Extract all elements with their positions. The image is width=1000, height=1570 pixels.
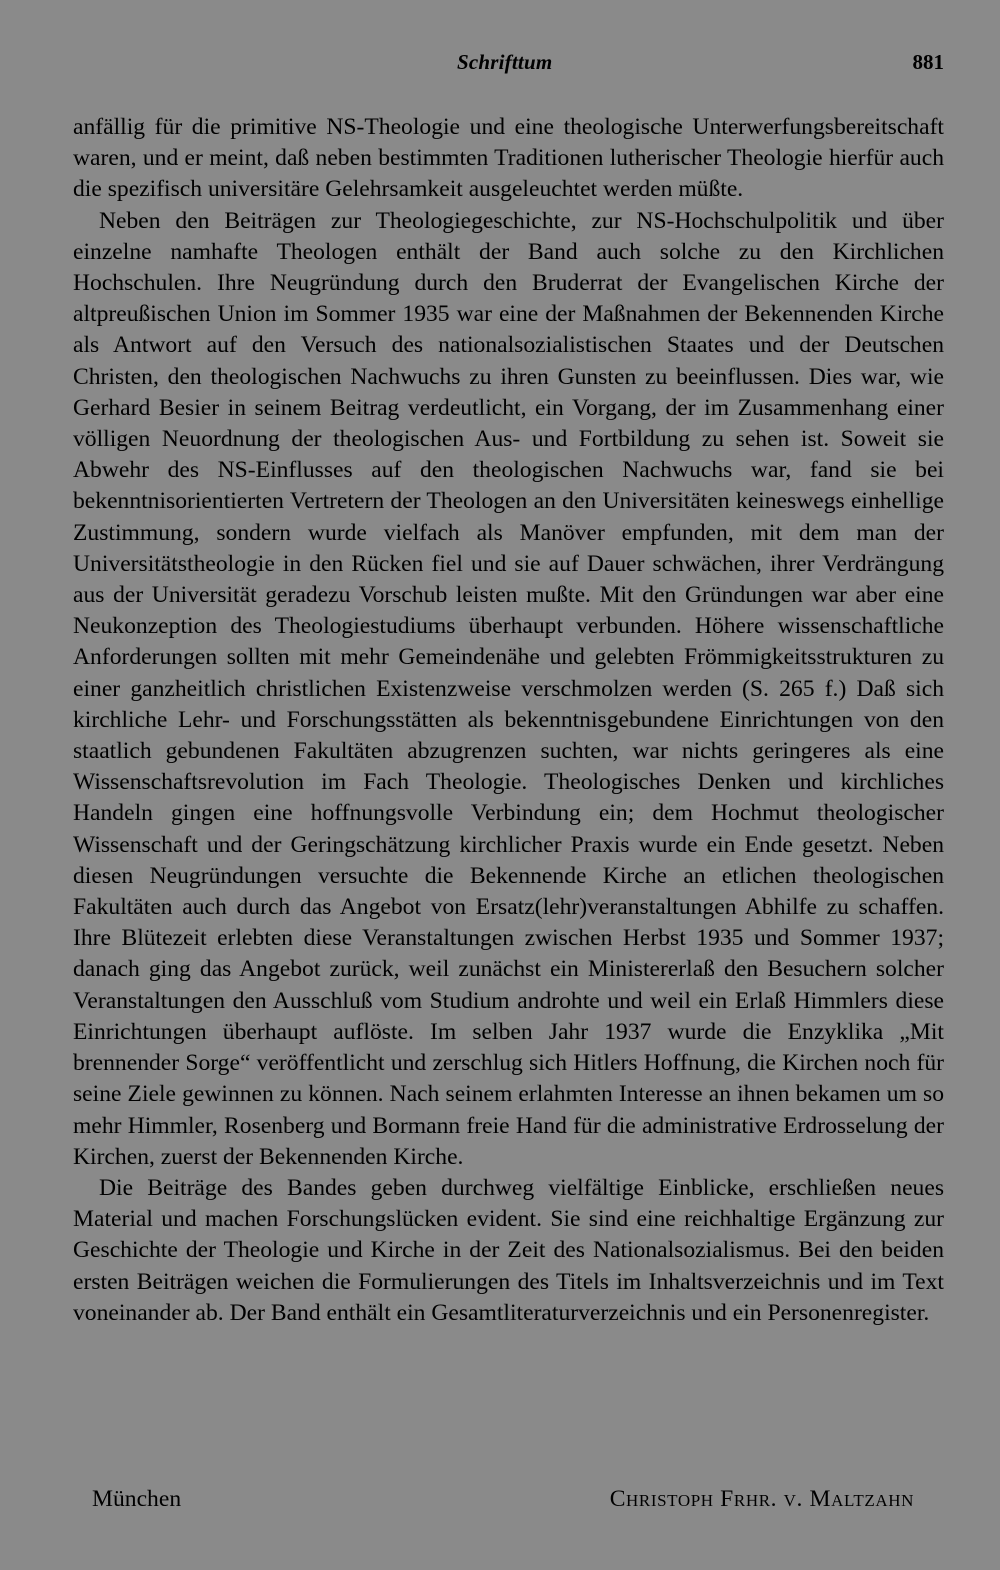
paragraph-kirchliche-hochschulen: Neben den Beiträgen zur Theologiegeschichte, zur NS-Hochschulpolitik und über einzelne namhafte Theologen enthält der Band auch solche zu den Kirchlichen Hochschulen. Ihre Neugründung durch den Bruderrat der Evangelischen Kirche der altpreußischen Union im Sommer 1935 war eine der Maßnahmen der Bekennenden Kirche als Antwort auf den Versuch des nationalsozialistischen Staates und der Deutschen Christen, den theologischen Nachwuchs zu ihren Gunsten zu beeinflussen. Dies war, wie Gerhard Besier in seinem Beitrag verdeutlicht, ein Vorgang, der im Zusammenhang einer völligen Neuordnung der theologischen Aus- und Fortbildung zu sehen ist. Soweit sie Abwehr des NS-Einflusses auf den theologischen Nachwuchs war, fand sie bei bekenntnisorientierten Vertretern der Theologen an den Universitäten keineswegs einhellige Zustimmung, sondern wurde vielfach als Manöver empfunden, mit dem man der Universitätstheologie in den Rücken fiel und sie auf Dauer schwächen, ihrer Verdrängung aus der Universität geradezu Vorschub leisten mußte. Mit den Gründungen war aber eine Neukonzeption des Theologiestudiums überhaupt verbunden. Höhere wissenschaftliche Anforderungen sollten mit mehr Gemeindenähe und gelebten Frömmigkeitsstrukturen zu einer ganzheitlich christlichen Existenzweise verschmolzen werden (S. 265 f.) Daß sich kirchliche Lehr- und Forschungsstätten als bekenntnisgebundene Einrichtungen von den staatlich gebundenen Fakultäten abzugrenzen suchten, war nichts geringeres als eine Wissenschaftsrevolution im Fach Theologie. Theologisches Denken und kirchliches Handeln gingen eine hoffnungsvolle Verbindung ein; dem Hochmut theologischer Wissenschaft und der Geringschätzung kirchlicher Praxis wurde ein Ende gesetzt. Neben diesen Neugründungen versuchte die Bekennende Kirche an etlichen theologischen Fakultäten auch durch das Angebot von Ersatz(lehr)veranstaltungen Abhilfe zu schaffen. Ihre Blütezeit erlebten diese Veranstaltungen zwischen Herbst 1935 und Sommer 1937; danach ging das Angebot zurück, weil zunächst ein Ministererlaß den Besuchern solcher Veranstaltungen den Ausschluß vom Studium androhte und weil ein Erlaß Himmlers diese Einrichtungen überhaupt auflöste. Im selben Jahr 1937 wurde die Enzyklika „Mit brennender Sorge“ veröffentlicht und zerschlug sich Hitlers Hoffnung, die Kirchen noch für seine Ziele gewinnen zu können. Nach seinem erlahmten Interesse an ihnen bekamen um so mehr Himmler, Rosenberg und Bormann freie Hand für die administrative Erdrosselung der Kirchen, zuerst der Bekennenden Kirche. (73, 207, 944, 1170)
paragraph-continuation: anfällig für die primitive NS-Theologie und eine theologische Unterwerfungsbereitschaft waren, und er meint, daß neben bestimmten Traditionen lutherischer Theologie hierfür auch die spezifisch universitäre Gelehrsamkeit ausgeleuchtet werden müßte. (73, 114, 944, 203)
review-signature (92, 1484, 914, 1516)
review-body-text (73, 112, 944, 1329)
signature-author: Christoph Frhr. v. Maltzahn (609, 1486, 914, 1512)
paragraph-conclusion: Die Beiträge des Bandes geben durchweg vielfältige Einblicke, erschließen neues Material und machen Forschungslücken evident. Sie sind eine reichhaltige Ergänzung zur Geschichte der Theologie und Kirche in der Zeit des Nationalsozialismus. Bei den beiden ersten Beiträgen weichen die Formulierungen des Titels im Inhaltsverzeichnis und im Text voneinander ab. Der Band enthält ein Gesamtliteraturverzeichnis und ein Personenregister. (73, 1174, 944, 1326)
running-head (0, 50, 1000, 80)
signature-place: München (92, 1486, 182, 1512)
page-number: 881 (912, 50, 944, 74)
running-title: Schrifttum (457, 50, 553, 74)
